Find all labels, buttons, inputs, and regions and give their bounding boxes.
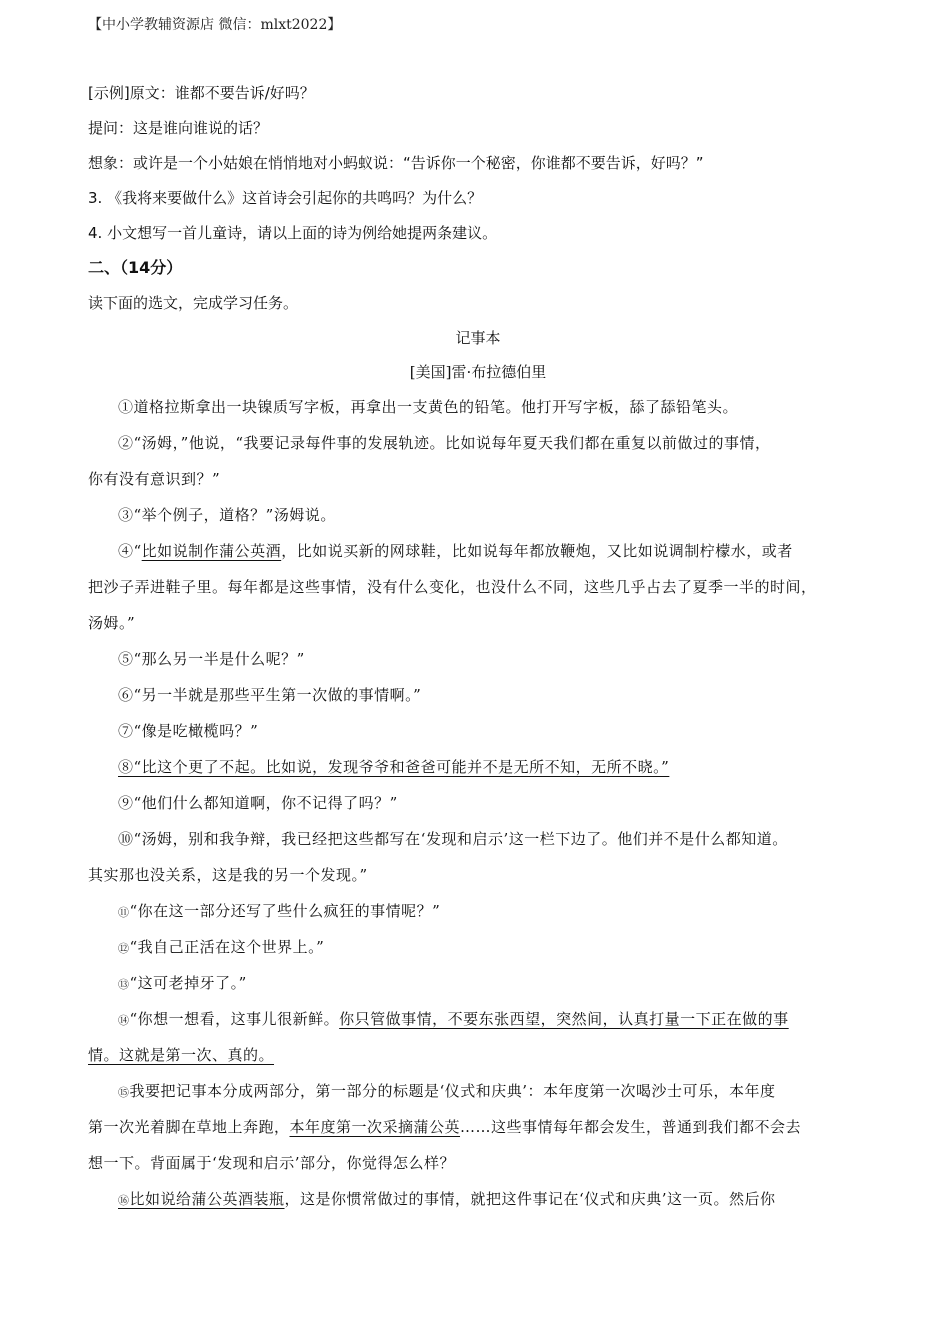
paragraph-16-number: ⑯ (118, 1194, 130, 1207)
underlined-phrase (118, 1190, 285, 1208)
document-page (88, 76, 868, 1217)
paragraph-16-line-1 (88, 1181, 868, 1217)
question-4: 4. 小文想写一首儿童诗，请以上面的诗为例给她提两条建议。 (88, 224, 498, 242)
paragraph-16-underlined-text: 比如说给蒲公英酒装瓶 (129, 1190, 285, 1208)
underlined-sentence: 你只管做事情，不要东张西望，突然间，认真打量一下正在做的事 (339, 1010, 789, 1028)
paragraph-16-text: ，这是你惯常做过的事情，就把这件事记在‘仪式和庆典’这一页。然后你 (284, 1190, 776, 1208)
paragraph-4-line-1 (88, 533, 868, 569)
underlined-phrase: 本年度第一次采摘蒲公英 (289, 1118, 461, 1136)
article-author: [美国]雷·布拉德伯里 (409, 363, 547, 381)
imagine-line: 想象：或许是一个小姑娘在悄悄地对小蚂蚁说：“告诉你一个秘密，你谁都不要告诉，好吗？” (88, 154, 704, 172)
paragraph-12-number: ⑫ (118, 942, 130, 955)
paragraph-13-text: “这可老掉牙了。” (129, 974, 247, 992)
paragraph-4-number: ④“ (118, 542, 142, 560)
paragraph-14-line-1 (88, 1001, 868, 1037)
example-line: [示例]原文：谁都不要告诉/好吗？ (88, 84, 315, 102)
paragraph-9: ⑨“他们什么都知道啊，你不记得了吗？” (118, 794, 398, 812)
article-title: 记事本 (455, 329, 501, 347)
underlined-sentence: ⑧“比这个更了不起。比如说，发现爷爷和爸爸可能并不是无所不知，无所不晓。” (118, 758, 670, 776)
paragraph-6: ⑥“另一半就是那些平生第一次做的事情啊。” (118, 686, 422, 704)
paragraph-15-text: 我要把记事本分成两部分，第一部分的标题是‘仪式和庆典’：本年度第一次喝沙士可乐，本年度 (129, 1082, 776, 1100)
paragraph-10-line-2: 其实那也没关系，这是我的另一个发现。” (88, 866, 368, 884)
paragraph-10-line-1: ⑩“汤姆，别和我争辩，我已经把这些都写在‘发现和启示’这一栏下边了。他们并不是什么都知道。 (118, 830, 788, 848)
ask-line: 提问：这是谁向谁说的话？ (88, 119, 269, 137)
underlined-sentence: 情。这就是第一次、真的。 (88, 1046, 275, 1064)
paragraph-8 (88, 749, 868, 785)
paragraph-4-rest: ，比如说买新的网球鞋，比如说每年都放鞭炮，又比如说调制柠檬水，或者 (281, 542, 793, 560)
paragraph-4-line-2: 把沙子弄进鞋子里。每年都是这些事情，没有什么变化，也没什么不同，这些几乎占去了夏季一半的时间， (88, 578, 817, 596)
paragraph-15-number: ⑮ (118, 1086, 130, 1099)
paragraph-11 (88, 893, 868, 929)
page-header-watermark: 【中小学教辅资源店 微信：mlxt2022】 (88, 17, 342, 33)
paragraph-15-text: ……这些事情每年都会发生，普通到我们都不会去 (460, 1118, 802, 1136)
paragraph-2-line-1: ②“汤姆，”他说，“我要记录每件事的发展轨迹。比如说每年夏天我们都在重复以前做过的事情， (118, 434, 771, 452)
paragraph-15-line-1 (88, 1073, 868, 1109)
paragraph-15-text: 第一次光着脚在草地上奔跑， (88, 1118, 290, 1136)
question-3: 3. 《我将来要做什么》这首诗会引起你的共鸣吗？为什么？ (88, 189, 483, 207)
paragraph-4-line-3: 汤姆。” (88, 614, 136, 632)
paragraph-13 (88, 965, 868, 1001)
paragraph-14-text: “你想一想看，这事儿很新鲜。 (129, 1010, 340, 1028)
paragraph-15-line-3: 想一下。背面属于‘发现和启示’部分，你觉得怎么样？ (88, 1154, 456, 1172)
paragraph-11-number: ⑪ (118, 906, 130, 919)
section-2-title: 二、（14分） (88, 258, 183, 277)
paragraph-5: ⑤“那么另一半是什么呢？” (118, 650, 305, 668)
paragraph-12-text: “我自己正活在这个世界上。” (129, 938, 325, 956)
paragraph-11-text: “你在这一部分还写了些什么疯狂的事情呢？” (129, 902, 441, 920)
paragraph-14-line-2 (88, 1037, 868, 1073)
question-block (88, 76, 868, 251)
paragraph-14-number: ⑭ (118, 1014, 130, 1027)
article-passage (88, 389, 868, 1217)
paragraph-12 (88, 929, 868, 965)
paragraph-2-line-2: 你有没有意识到？” (88, 470, 221, 488)
paragraph-1: ①道格拉斯拿出一块镍质写字板，再拿出一支黄色的铅笔。他打开写字板，舔了舔铅笔头。 (118, 398, 739, 416)
paragraph-13-number: ⑬ (118, 978, 130, 991)
paragraph-3: ③“举个例子，道格？”汤姆说。 (118, 506, 336, 524)
section-2-instruction: 读下面的选文，完成学习任务。 (88, 294, 299, 312)
underlined-phrase: 比如说制作蒲公英酒 (141, 542, 282, 560)
paragraph-15-line-2 (88, 1109, 868, 1145)
paragraph-7: ⑦“像是吃橄榄吗？” (118, 722, 259, 740)
